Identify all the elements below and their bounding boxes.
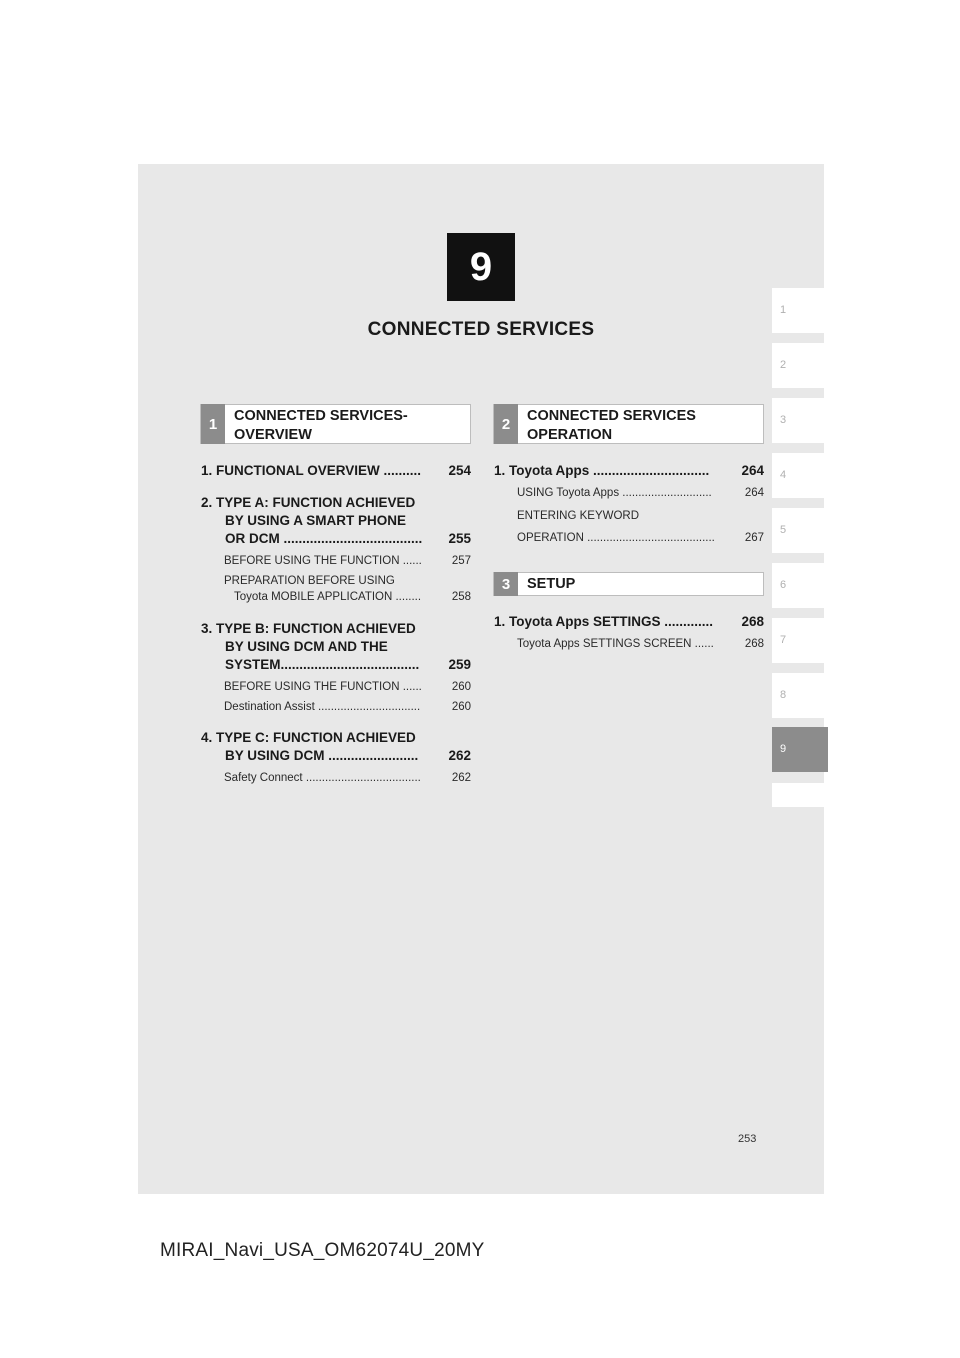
section-header-1 [200,404,471,444]
toc-entry-toyota-apps-settings[interactable]: 1. Toyota Apps SETTINGS ............. 268 [494,614,764,629]
toc-entry-functional-overview[interactable]: 1. FUNCTIONAL OVERVIEW .......... 254 [201,463,471,478]
toc-sub-before-using-260[interactable]: BEFORE USING THE FUNCTION ...... 260 [224,681,471,693]
toc-sub-safety-connect[interactable]: Safety Connect .................................... 262 [224,772,471,784]
toc-entry-toyota-apps[interactable]: 1. Toyota Apps ............................... 264 [494,463,764,478]
section-number: 3 [494,572,518,596]
toc-sub-destination-assist[interactable]: Destination Assist ................................ 260 [224,701,471,713]
side-tab-6[interactable]: 6 [772,563,824,608]
side-tab-1[interactable]: 1 [772,288,824,333]
side-tab-3[interactable]: 3 [772,398,824,443]
section-number: 1 [201,404,225,444]
side-tab-8[interactable]: 8 [772,673,824,718]
section-title: CONNECTED SERVICES- OVERVIEW [234,408,408,443]
toc-entry-type-a[interactable]: 2. TYPE A: FUNCTION ACHIEVED BY USING A SMART PHONE OR DCM ..................................... 255 [201,495,471,546]
toc-sub-before-using-257[interactable]: BEFORE USING THE FUNCTION ...... 257 [224,555,471,567]
footer-document-id: MIRAI_Navi_USA_OM62074U_20MY [160,1240,485,1261]
toc-sub-settings-screen[interactable]: Toyota Apps SETTINGS SCREEN ...... 268 [517,638,764,650]
side-tab-4[interactable]: 4 [772,453,824,498]
chapter-number-box [447,233,515,301]
section-header-2 [493,404,764,444]
section-title: SETUP [527,576,576,592]
toc-sub-preparation-258[interactable]: PREPARATION BEFORE USING Toyota MOBILE APPLICATION ........ 258 [224,575,471,603]
side-tab-7[interactable]: 7 [772,618,824,663]
side-tab-5[interactable]: 5 [772,508,824,553]
side-tab-2[interactable]: 2 [772,343,824,388]
toc-entry-type-b[interactable]: 3. TYPE B: FUNCTION ACHIEVED BY USING DCM AND THE SYSTEM..................................... 259 [201,621,471,672]
section-number: 2 [494,404,518,444]
chapter-number: 9 [469,244,493,289]
section-header-3 [493,572,764,596]
toc-entry-type-c[interactable]: 4. TYPE C: FUNCTION ACHIEVED BY USING DCM ........................ 262 [201,730,471,763]
toc-sub-using-toyota-apps[interactable]: USING Toyota Apps ............................ 264 [517,487,764,499]
section-title: CONNECTED SERVICES OPERATION [527,408,696,443]
chapter-title: CONNECTED SERVICES [367,319,595,340]
page-number: 253 [738,1133,757,1145]
side-tab-blank [772,783,824,807]
toc-sub-entering-keyword[interactable]: ENTERING KEYWORD OPERATION ........................................ 267 [517,510,764,544]
side-tab-9-active[interactable]: 9 [772,727,828,772]
